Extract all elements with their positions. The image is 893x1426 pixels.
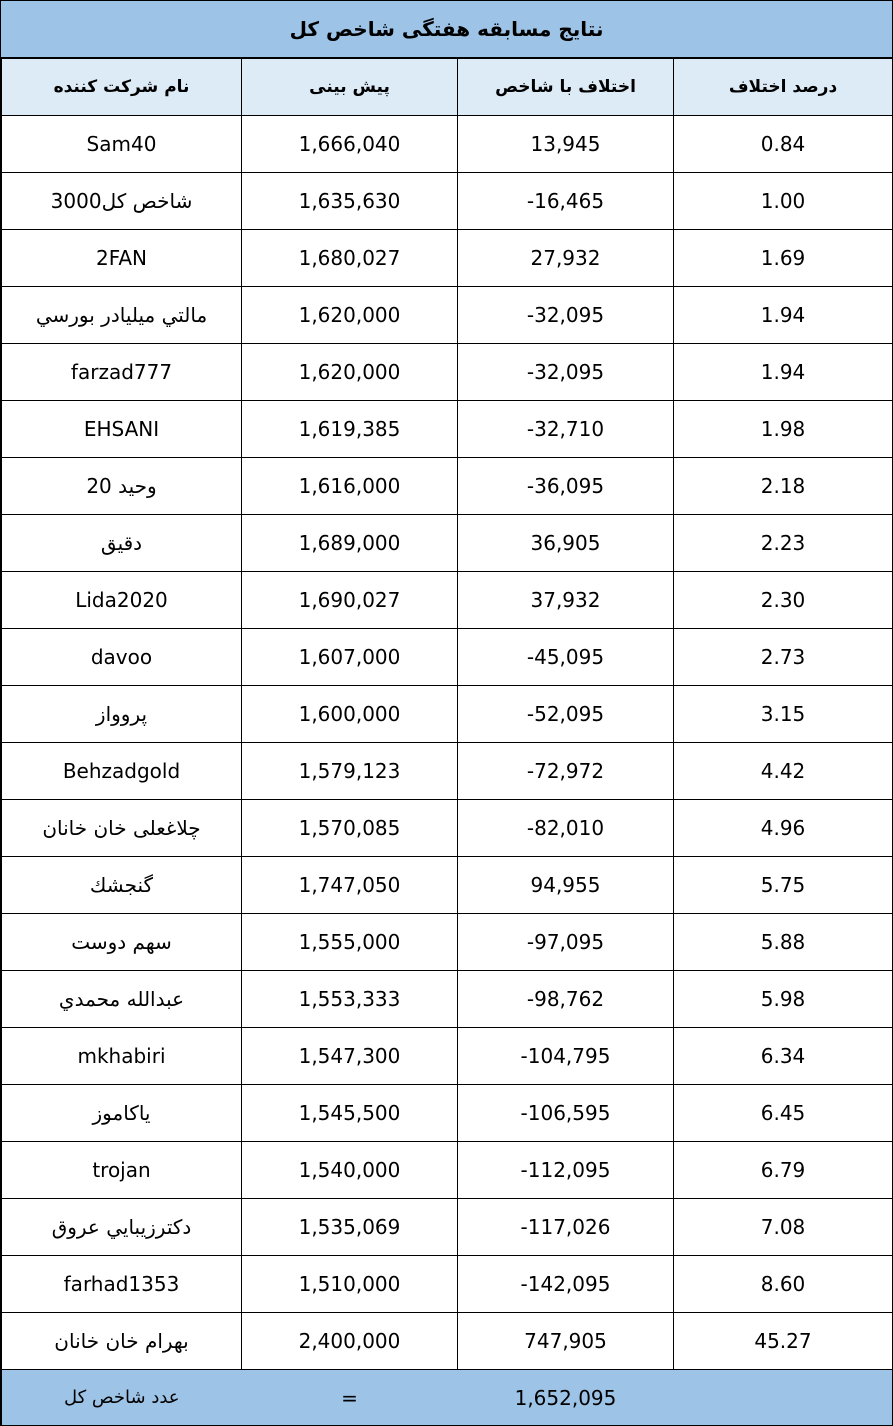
cell-difference: -142,095 bbox=[458, 1256, 674, 1313]
cell-name: EHSANI bbox=[2, 401, 242, 458]
cell-name: سهم دوست bbox=[2, 914, 242, 971]
cell-prediction: 1,747,050 bbox=[242, 857, 458, 914]
cell-percent: 1.98 bbox=[674, 401, 893, 458]
table-row bbox=[2, 1199, 893, 1256]
cell-difference: 37,932 bbox=[458, 572, 674, 629]
cell-name: شاخص كل3000 bbox=[2, 173, 242, 230]
cell-prediction: 1,680,027 bbox=[242, 230, 458, 287]
cell-percent: 1.69 bbox=[674, 230, 893, 287]
cell-difference: -112,095 bbox=[458, 1142, 674, 1199]
cell-percent: 2.30 bbox=[674, 572, 893, 629]
cell-difference: -97,095 bbox=[458, 914, 674, 971]
cell-prediction: 1,690,027 bbox=[242, 572, 458, 629]
cell-percent: 45.27 bbox=[674, 1313, 893, 1370]
cell-prediction: 1,620,000 bbox=[242, 344, 458, 401]
cell-difference: -32,095 bbox=[458, 344, 674, 401]
table-row bbox=[2, 1085, 893, 1142]
header-row bbox=[2, 59, 893, 116]
cell-name: Lida2020 bbox=[2, 572, 242, 629]
cell-name: دقيق bbox=[2, 515, 242, 572]
table-row bbox=[2, 173, 893, 230]
cell-difference: 27,932 bbox=[458, 230, 674, 287]
table-row bbox=[2, 458, 893, 515]
cell-percent: 4.42 bbox=[674, 743, 893, 800]
cell-prediction: 1,535,069 bbox=[242, 1199, 458, 1256]
table-row bbox=[2, 800, 893, 857]
cell-percent: 3.15 bbox=[674, 686, 893, 743]
table-row bbox=[2, 914, 893, 971]
cell-percent: 1.00 bbox=[674, 173, 893, 230]
cell-difference: -52,095 bbox=[458, 686, 674, 743]
cell-percent: 5.98 bbox=[674, 971, 893, 1028]
table-row bbox=[2, 116, 893, 173]
table-row bbox=[2, 572, 893, 629]
cell-name: trojan bbox=[2, 1142, 242, 1199]
header-prediction: پيش بينی bbox=[242, 59, 458, 116]
cell-percent: 1.94 bbox=[674, 344, 893, 401]
footer-row bbox=[2, 1370, 893, 1426]
cell-prediction: 1,616,000 bbox=[242, 458, 458, 515]
cell-name: مالتي ميليادر بورسي bbox=[2, 287, 242, 344]
cell-name: farzad777 bbox=[2, 344, 242, 401]
cell-name: mkhabiri bbox=[2, 1028, 242, 1085]
cell-percent: 2.73 bbox=[674, 629, 893, 686]
cell-prediction: 1,666,040 bbox=[242, 116, 458, 173]
cell-name: گنجشك bbox=[2, 857, 242, 914]
cell-percent: 5.88 bbox=[674, 914, 893, 971]
cell-name: دكترزيبايي عروق bbox=[2, 1199, 242, 1256]
cell-name: وحيد 20 bbox=[2, 458, 242, 515]
cell-name: ياكاموز bbox=[2, 1085, 242, 1142]
table-row bbox=[2, 971, 893, 1028]
table-row bbox=[2, 287, 893, 344]
cell-name: 2FAN bbox=[2, 230, 242, 287]
cell-difference: 94,955 bbox=[458, 857, 674, 914]
cell-percent: 6.79 bbox=[674, 1142, 893, 1199]
cell-difference: 747,905 bbox=[458, 1313, 674, 1370]
table-row bbox=[2, 230, 893, 287]
cell-difference: -117,026 bbox=[458, 1199, 674, 1256]
table-row bbox=[2, 1313, 893, 1370]
cell-percent: 2.23 bbox=[674, 515, 893, 572]
cell-prediction: 2,400,000 bbox=[242, 1313, 458, 1370]
cell-percent: 6.45 bbox=[674, 1085, 893, 1142]
footer-label: عدد شاخص كل bbox=[2, 1370, 242, 1426]
table-row bbox=[2, 743, 893, 800]
cell-prediction: 1,540,000 bbox=[242, 1142, 458, 1199]
cell-difference: -16,465 bbox=[458, 173, 674, 230]
cell-name: Sam40 bbox=[2, 116, 242, 173]
table-row bbox=[2, 686, 893, 743]
cell-difference: -32,710 bbox=[458, 401, 674, 458]
cell-difference: -104,795 bbox=[458, 1028, 674, 1085]
cell-prediction: 1,607,000 bbox=[242, 629, 458, 686]
sheet-title: نتايج مسابقه هفتگی شاخص كل bbox=[1, 1, 892, 58]
cell-name: farhad1353 bbox=[2, 1256, 242, 1313]
header-difference: اختلاف با شاخص bbox=[458, 59, 674, 116]
cell-percent: 6.34 bbox=[674, 1028, 893, 1085]
cell-percent: 2.18 bbox=[674, 458, 893, 515]
footer-empty bbox=[674, 1370, 893, 1426]
cell-prediction: 1,635,630 bbox=[242, 173, 458, 230]
cell-prediction: 1,547,300 bbox=[242, 1028, 458, 1085]
cell-name: davoo bbox=[2, 629, 242, 686]
cell-difference: -98,762 bbox=[458, 971, 674, 1028]
cell-name: چلاغعلی خان خانان bbox=[2, 800, 242, 857]
table-row bbox=[2, 629, 893, 686]
table-body bbox=[2, 116, 893, 1370]
cell-prediction: 1,579,123 bbox=[242, 743, 458, 800]
table-row bbox=[2, 1256, 893, 1313]
cell-prediction: 1,570,085 bbox=[242, 800, 458, 857]
cell-difference: 13,945 bbox=[458, 116, 674, 173]
table-row bbox=[2, 1142, 893, 1199]
cell-percent: 8.60 bbox=[674, 1256, 893, 1313]
cell-prediction: 1,553,333 bbox=[242, 971, 458, 1028]
header-percent: درصد اختلاف bbox=[674, 59, 893, 116]
cell-name: عبدالله محمدي bbox=[2, 971, 242, 1028]
cell-prediction: 1,555,000 bbox=[242, 914, 458, 971]
cell-percent: 4.96 bbox=[674, 800, 893, 857]
footer-equals: = bbox=[242, 1370, 458, 1426]
cell-difference: -106,595 bbox=[458, 1085, 674, 1142]
cell-prediction: 1,510,000 bbox=[242, 1256, 458, 1313]
cell-prediction: 1,619,385 bbox=[242, 401, 458, 458]
cell-difference: -45,095 bbox=[458, 629, 674, 686]
cell-prediction: 1,545,500 bbox=[242, 1085, 458, 1142]
table-row bbox=[2, 401, 893, 458]
table-row bbox=[2, 344, 893, 401]
table-row bbox=[2, 515, 893, 572]
results-table bbox=[1, 58, 893, 1426]
cell-percent: 1.94 bbox=[674, 287, 893, 344]
cell-percent: 7.08 bbox=[674, 1199, 893, 1256]
table-row bbox=[2, 857, 893, 914]
cell-name: پروواز bbox=[2, 686, 242, 743]
cell-percent: 0.84 bbox=[674, 116, 893, 173]
cell-name: بهرام خان خانان bbox=[2, 1313, 242, 1370]
footer-value: 1,652,095 bbox=[458, 1370, 674, 1426]
cell-difference: 36,905 bbox=[458, 515, 674, 572]
table-row bbox=[2, 1028, 893, 1085]
cell-difference: -82,010 bbox=[458, 800, 674, 857]
cell-prediction: 1,620,000 bbox=[242, 287, 458, 344]
cell-difference: -32,095 bbox=[458, 287, 674, 344]
header-name: نام شركت كننده bbox=[2, 59, 242, 116]
cell-prediction: 1,600,000 bbox=[242, 686, 458, 743]
cell-percent: 5.75 bbox=[674, 857, 893, 914]
cell-difference: -72,972 bbox=[458, 743, 674, 800]
cell-prediction: 1,689,000 bbox=[242, 515, 458, 572]
cell-difference: -36,095 bbox=[458, 458, 674, 515]
cell-name: Behzadgold bbox=[2, 743, 242, 800]
